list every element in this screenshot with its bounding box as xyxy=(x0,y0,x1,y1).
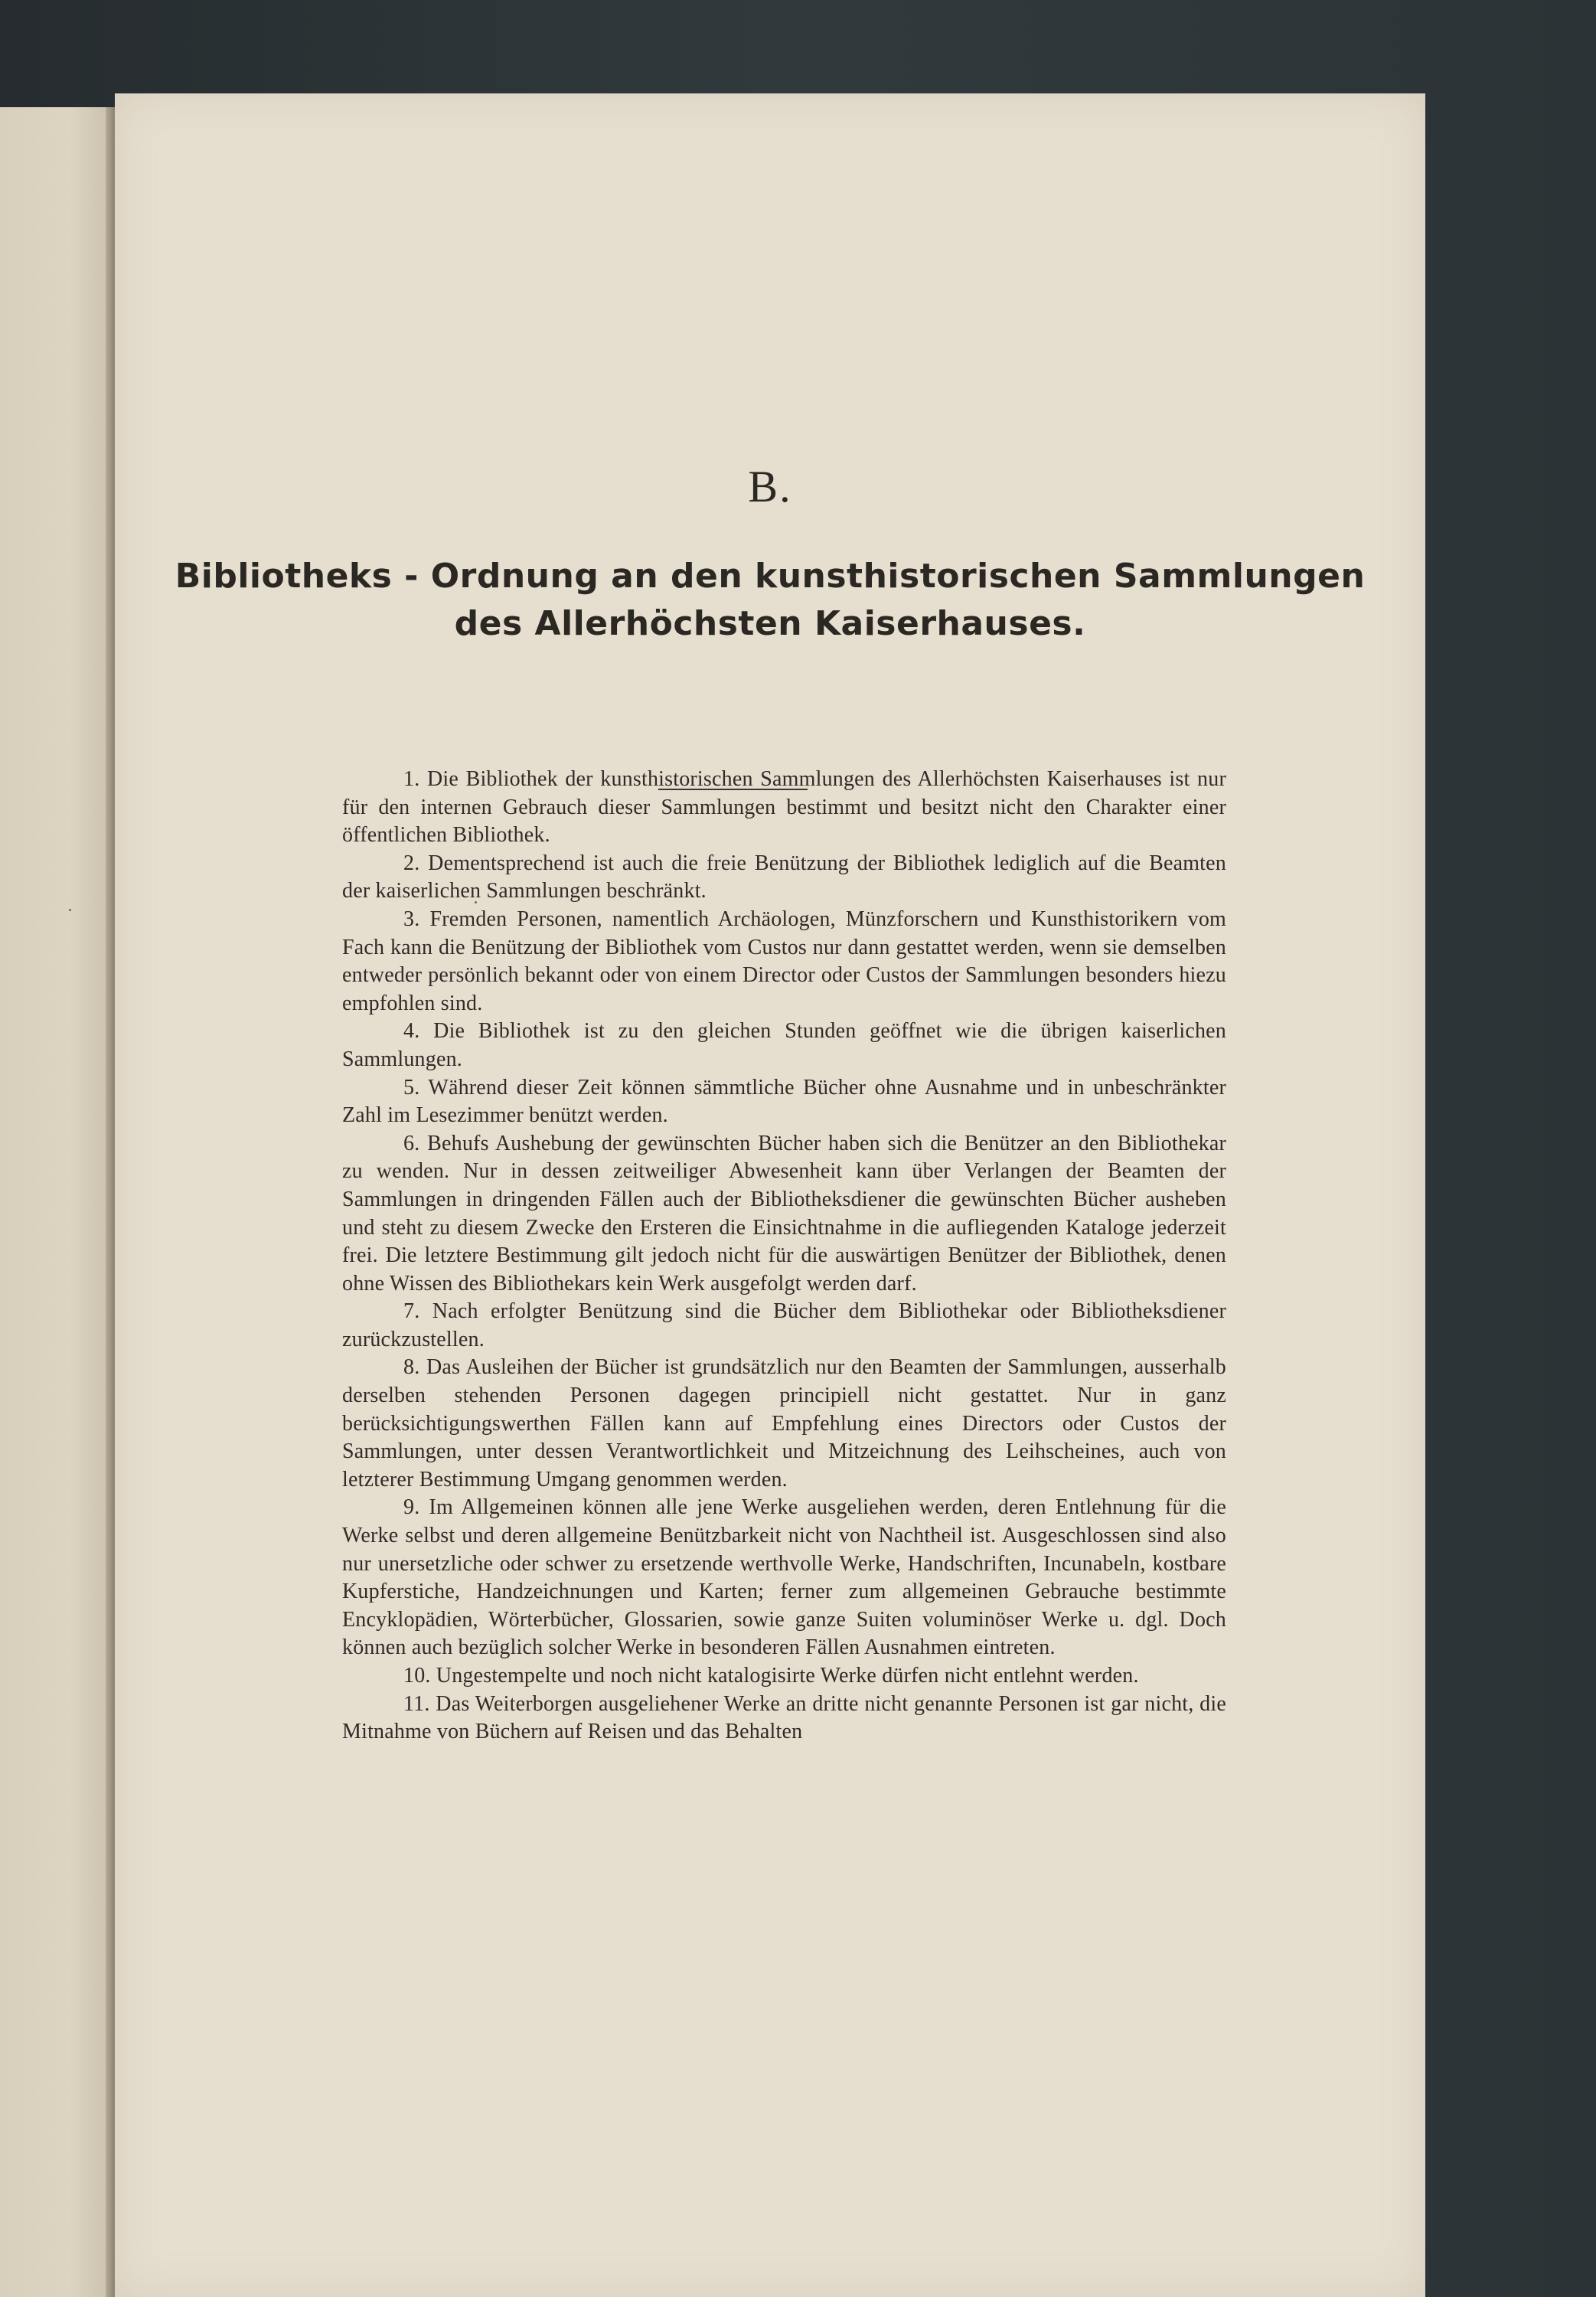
paragraph-9: 9. Im Allgemeinen können alle jene Werke ausgeliehen werden, deren Entlehnung für die Werke selbst und deren allgemeine Benützbarkeit nicht von Nachtheil ist. Ausgeschlossen sind also nur unersetzliche oder schwer zu ersetzende werthvolle Werke, Handschriften, Incunabeln, kostbare Kupferstiche, Handzeichnungen und Karten; ferner zum allgemeinen Gebrauche bestimmte Encyklopädien, Wörterbücher, Glossarien, sowie ganze Suiten voluminöser Werke u. dgl. Doch können auch bezüglich solcher Werke in besonderen Fällen Ausnahmen eintreten. xyxy=(342,1495,1226,1660)
paragraph-3: 3. Fremden Personen, namentlich Archäologen, Münzforschern und Kunsthistorikern vom Fach kann die Benützung der Bibliothek vom Custos nur dann gestattet werden, wenn sie demselben entweder persönlich bekannt oder von einem Director oder Custos der Sammlungen besonders hiezu empfohlen sind. xyxy=(342,907,1226,1015)
document-title xyxy=(115,553,1425,648)
title-line: Bibliotheks - Ordnung an den kunsthistorischen Sammlungen xyxy=(175,557,1366,596)
paragraph-8: 8. Das Ausleihen der Bücher ist grundsätzlich nur den Beamten der Sammlungen, ausserhalb derselben stehenden Personen dagegen principiell nicht gestattet. Nur in ganz berücksichtigungswerthen Fällen kann auf Empfehlung eines Directors oder Custos der Sammlungen, unter dessen Verantwortlichkeit und Mitzeichnung des Leihscheines, auch von letzterer Bestimmung Umgang genommen werden. xyxy=(342,1355,1226,1492)
section-letter: B. xyxy=(748,462,792,511)
regulation-text xyxy=(342,766,1226,1746)
paragraph-7: 7. Nach erfolgter Benützung sind die Bücher dem Bibliothekar oder Bibliotheksdiener zurückzustellen. xyxy=(342,1299,1226,1351)
paragraph-2: 2. Dementsprechend ist auch die freie Benützung der Bibliothek lediglich auf die Beamten der kaiserlichen Sammlungen beschränkt. xyxy=(342,851,1226,903)
paragraph-1: 1. Die Bibliothek der kunsthistorischen Sammlungen des Allerhöchsten Kaiserhauses ist nur für den internen Gebrauch dieser Sammlungen bestimmt und besitzt nicht den Charakter einer öffentlichen Bibliothek. xyxy=(342,767,1226,848)
paragraph-6: 6. Behufs Aushebung der gewünschten Bücher haben sich die Benützer an den Bibliothekar zu wenden. Nur in dessen zeitweiliger Abwesenheit kann über Verlangen der Beamten der Sammlungen in dringenden Fällen auch der Bibliotheksdiener die gewünschten Bücher ausheben und steht zu diesem Zwecke den Ersteren die Einsichtnahme in die aufliegenden Kataloge jederzeit frei. Die letztere Bestimmung gilt jedoch nicht für die auswärtigen Benützer der Bibliothek, denen ohne Wissen des Bibliothekars kein Werk ausgefolgt werden darf. xyxy=(342,1131,1226,1296)
paragraph-10: 10. Ungestempelte und noch nicht katalogisirte Werke dürfen nicht entlehnt werden. xyxy=(403,1664,1139,1688)
paragraph-4: 4. Die Bibliothek ist zu den gleichen Stunden geöffnet wie die übrigen kaiserlichen Sammlungen. xyxy=(342,1019,1226,1071)
paper-speck xyxy=(69,909,71,911)
facing-page-edge xyxy=(0,107,115,2297)
paragraph-5: 5. Während dieser Zeit können sämmtliche Bücher ohne Ausnahme und in unbeschränkter Zahl im Lesezimmer benützt werden. xyxy=(342,1075,1226,1128)
paragraph-11: 11. Das Weiterborgen ausgeliehener Werke an dritte nicht genannte Personen ist gar nicht, die Mitnahme von Büchern auf Reisen und das Behalten xyxy=(342,1691,1226,1744)
title-line: des Allerhöchsten Kaiserhauses. xyxy=(454,604,1086,643)
